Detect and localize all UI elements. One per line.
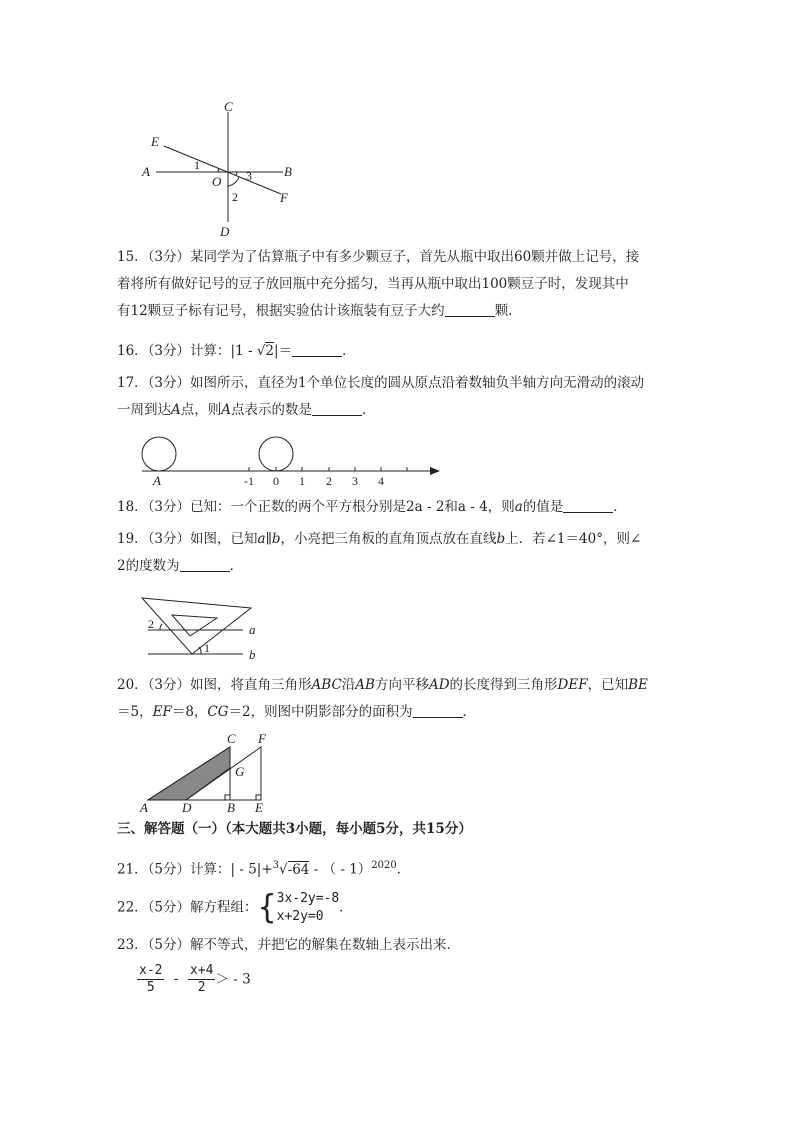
numerator: x-2: [139, 963, 163, 978]
label-a: A: [142, 164, 150, 179]
var-be: BE: [628, 677, 648, 693]
question-19: [117, 526, 677, 580]
tick-label: 1: [299, 474, 305, 488]
question-15: [117, 244, 677, 325]
question-text: ＝5，: [117, 704, 153, 720]
denominator: 2: [197, 980, 206, 995]
figure-15-intersecting-lines: [138, 98, 298, 240]
var-ef: EF: [152, 704, 172, 720]
line-ef: [164, 146, 281, 194]
expression: a - 4: [457, 499, 488, 515]
answer-blank[interactable]: [292, 342, 342, 357]
question-21: 21．（5分）计算：| - 5|+$^3$√-64 - （ - 1）$^{2020}$．: [117, 860, 411, 878]
question-text: ，已知: [587, 677, 629, 693]
question-text: 上．若∠1＝40°，则∠: [505, 531, 642, 547]
expression: 2a - 2: [406, 499, 445, 515]
var-a: A: [221, 402, 231, 418]
question-23: [117, 932, 677, 959]
outer-triangle: [142, 598, 251, 654]
var-b: b: [496, 531, 506, 547]
question-20: [117, 672, 677, 726]
var-a: A: [171, 402, 181, 418]
question-text: （3分）计算：|1 -: [147, 343, 257, 359]
radicand: -64: [287, 861, 310, 878]
angle-arc-2: [228, 177, 239, 186]
label-b: B: [227, 800, 235, 815]
question-text: 和: [444, 499, 458, 515]
figure-17-number-line: [138, 432, 443, 488]
question-text: （3分）如图所示，直径为1个单位长度的圆从原点沿着数轴负半轴方向无滑动的滚动: [147, 375, 645, 391]
numerator: x+4: [189, 963, 214, 978]
question-text: 点表示的数是: [231, 402, 312, 418]
var-abc: ABC: [311, 677, 342, 693]
question-number: 20．: [117, 677, 148, 693]
label-d: D: [182, 800, 192, 815]
label-c: C: [227, 731, 236, 746]
var-cg: CG: [207, 704, 229, 720]
var-def: DEF: [557, 677, 588, 693]
question-text: 方向平移: [374, 677, 429, 693]
equation-brace: {: [257, 888, 277, 927]
answer-blank[interactable]: [413, 703, 463, 718]
label-b: B: [284, 164, 292, 179]
question-number: 16．: [117, 343, 148, 359]
fraction: [137, 963, 164, 996]
question-number: 23．: [117, 937, 148, 953]
label-angle-1: 1: [194, 158, 200, 172]
tick-label: 2: [326, 474, 332, 488]
var-ab: AB: [355, 677, 375, 693]
label-angle-3: 3: [246, 169, 252, 183]
question-text: 一周到达: [117, 402, 171, 418]
question-text: ．: [462, 704, 477, 720]
tick-label: 0: [273, 474, 279, 488]
question-16: 16．（3分）计算：|1 - √2|＝ ．: [117, 343, 356, 359]
question-text: （3分）如图，将直角三角形: [147, 677, 312, 693]
question-number: 17．: [117, 375, 148, 391]
label-b: b: [249, 647, 256, 662]
section-heading: 三、解答题（一）（本大题共3小题，每小题5分，共15分）: [117, 821, 472, 837]
answer-blank[interactable]: [180, 557, 230, 572]
question-number: 21．: [117, 861, 148, 878]
question-text: - （ - 1）: [309, 861, 372, 878]
question-text: ＝2，则图中阴影部分的面积为: [228, 704, 413, 720]
circle-at-a: [142, 437, 176, 471]
question-text: ＝8，: [171, 704, 208, 720]
label-o: O: [212, 174, 222, 189]
label-angle-1: 1: [204, 641, 210, 655]
question-text: ．: [396, 861, 411, 878]
question-18: [117, 494, 677, 521]
question-text: （5分）解方程组：: [147, 899, 258, 916]
denominator: 5: [146, 980, 155, 995]
label-c: C: [224, 99, 233, 114]
question-text: 的长度得到三角形: [449, 677, 558, 693]
angle-arc-2: [160, 624, 162, 630]
var-a: a: [514, 499, 523, 515]
answer-blank[interactable]: [445, 302, 495, 317]
question-text: ．: [229, 558, 244, 574]
question-text: ，小亮把三角板的直角顶点放在直线: [280, 531, 497, 547]
circle-at-origin: [259, 437, 293, 471]
question-number: 15．: [117, 249, 148, 265]
label-a: A: [140, 800, 148, 815]
label-f: F: [258, 731, 266, 746]
figure-19-triangle-ruler: [138, 592, 268, 664]
label-d: D: [220, 224, 230, 239]
inequality-rhs: ＞ - 3: [215, 971, 251, 988]
question-text: ．: [362, 402, 376, 418]
root-index: 3: [272, 860, 280, 871]
question-17: [117, 370, 677, 424]
equation: x+2y=0: [276, 909, 324, 924]
answer-blank[interactable]: [563, 498, 613, 513]
var-ad: AD: [428, 677, 450, 693]
label-e: E: [255, 800, 263, 815]
question-text: （3分）某同学为了估算瓶子中有多少颗豆子，首先从瓶中取出60颗并做上记号，接: [147, 249, 640, 265]
label-angle-2: 2: [232, 190, 238, 204]
question-text: （5分）计算：| - 5|+: [147, 861, 273, 878]
shaded-triangle: [148, 747, 230, 800]
question-number: 22．: [117, 899, 148, 916]
question-text: 点，则: [180, 402, 222, 418]
operator: -: [164, 972, 188, 987]
label-a: A: [153, 473, 161, 488]
question-text: 着将所有做好记号的豆子放回瓶中充分摇匀，当再从瓶中取出100颗豆子时，发现其中: [117, 276, 629, 292]
question-text: （3分）如图，已知: [147, 531, 258, 547]
answer-blank[interactable]: [312, 401, 362, 416]
inequality-expression: [137, 963, 251, 996]
question-22: [117, 890, 677, 926]
question-text: ．: [339, 899, 353, 916]
label-angle-2: 2: [148, 617, 154, 631]
question-number: 19．: [117, 531, 148, 547]
radicand: 2: [265, 343, 275, 359]
exponent: 2020: [371, 860, 397, 871]
question-text: （3分）已知：一个正数的两个平方根分别是: [147, 499, 407, 515]
tick-label: 4: [378, 474, 384, 488]
question-text: 2的度数为: [117, 558, 180, 574]
figure-20-translated-triangles: [138, 730, 278, 816]
label-a: a: [249, 622, 256, 637]
label-f: F: [280, 190, 288, 205]
parallel-expression: a∥b: [257, 531, 281, 547]
question-text: 有12颗豆子标有记号，根据实验估计该瓶装有豆子大约: [117, 303, 445, 319]
label-e: E: [151, 134, 159, 149]
inner-triangle: [172, 615, 217, 636]
question-text: 的值是: [522, 499, 564, 515]
equation-system: [277, 890, 340, 926]
equation: 3x-2y=-8: [276, 891, 340, 906]
question-text: ，则: [487, 499, 515, 515]
label-g: G: [235, 764, 245, 779]
angle-arc-1: [199, 647, 201, 654]
question-text: |＝: [274, 343, 293, 359]
arrow-head: [430, 467, 440, 475]
question-text: ．: [342, 343, 356, 359]
fraction: [188, 963, 215, 996]
question-text: （5分）解不等式，并把它的解集在数轴上表示出来．: [147, 937, 461, 953]
question-text: 沿: [341, 677, 356, 693]
tick-label: 3: [352, 474, 358, 488]
question-text: 颗．: [494, 303, 522, 319]
question-text: ．: [613, 499, 627, 515]
tick-label: -1: [244, 474, 254, 488]
question-number: 18．: [117, 499, 148, 515]
